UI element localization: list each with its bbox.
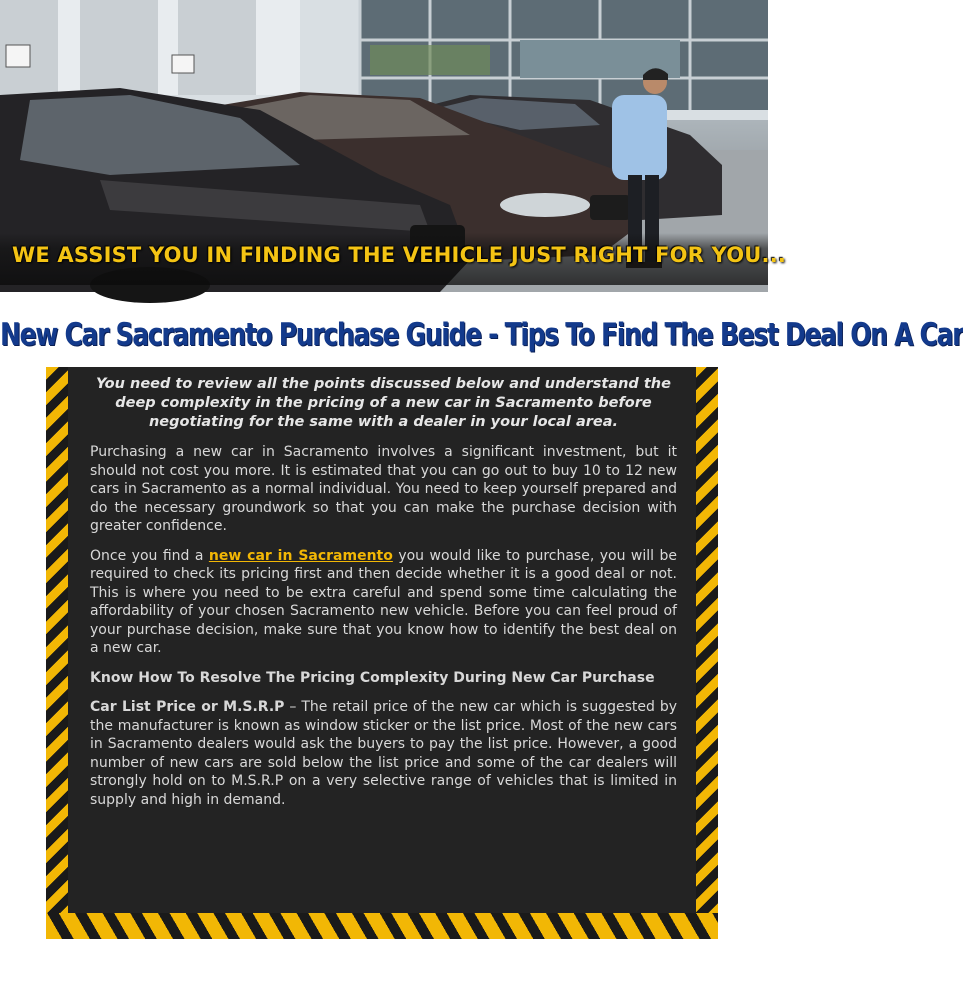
paragraph-3-body: – The retail price of the new car which is suggested by the manufacturer is known as window sticker or the list price. Most of the new cars in Sacramento dealers would ask the buyers to pay the list price. However, a good number of new cars are sold below the list price and some of the car dealers will strongly hold on to M.S.R.P on a very selective range of vehicles that is limited in supply and high in demand. [90, 699, 678, 808]
page-title: New Car Sacramento Purchase Guide - Tips To Find The Best Deal On A Car [0, 316, 963, 353]
hero-caption-text: WE ASSIST YOU IN FINDING THE VEHICLE JUST RIGHT FOR YOU... [12, 243, 787, 267]
hero-caption-bar [0, 233, 787, 285]
paragraph-2-lead: Once you find a [90, 547, 209, 564]
hazard-stripe-right [694, 367, 718, 915]
list-price-label: Car List Price or M.S.R.P [90, 699, 285, 715]
paragraph-3 [90, 698, 677, 809]
content-panel [46, 367, 718, 939]
hazard-stripe-left [46, 367, 70, 915]
section-heading: Know How To Resolve The Pricing Complexity During New Car Purchase [90, 669, 655, 686]
panel-body [68, 367, 696, 915]
article-text [90, 375, 677, 820]
paragraph-2 [90, 547, 677, 658]
hazard-stripe-bottom [46, 913, 718, 939]
hero-banner [0, 0, 787, 292]
intro-paragraph: You need to review all the points discussed below and understand the deep complexity in the pricing of a new car in Sacramento before negotiating for the same with a dealer in your local area. [96, 376, 671, 430]
paragraph-1: Purchasing a new car in Sacramento involves a significant investment, but it should not cost you more. It is estimated that you can go out to buy 10 to 12 new cars in Sacramento as a normal individual. You need to keep yourself prepared and do the necessary groundwork so that you can make the purchase decision with greater confidence. [90, 444, 677, 534]
paragraph-2-body: you would like to purchase, you will be required to check its pricing first and then decide whether it is a good deal or not. This is where you need to be extra careful and spend some time calculating the affordability of your chosen Sacramento new vehicle. Before you can feel proud of your purchase decision, make sure that you know how to identify the best deal on a new car. [90, 547, 677, 656]
new-car-sacramento-link[interactable]: new car in Sacramento [208, 547, 393, 564]
